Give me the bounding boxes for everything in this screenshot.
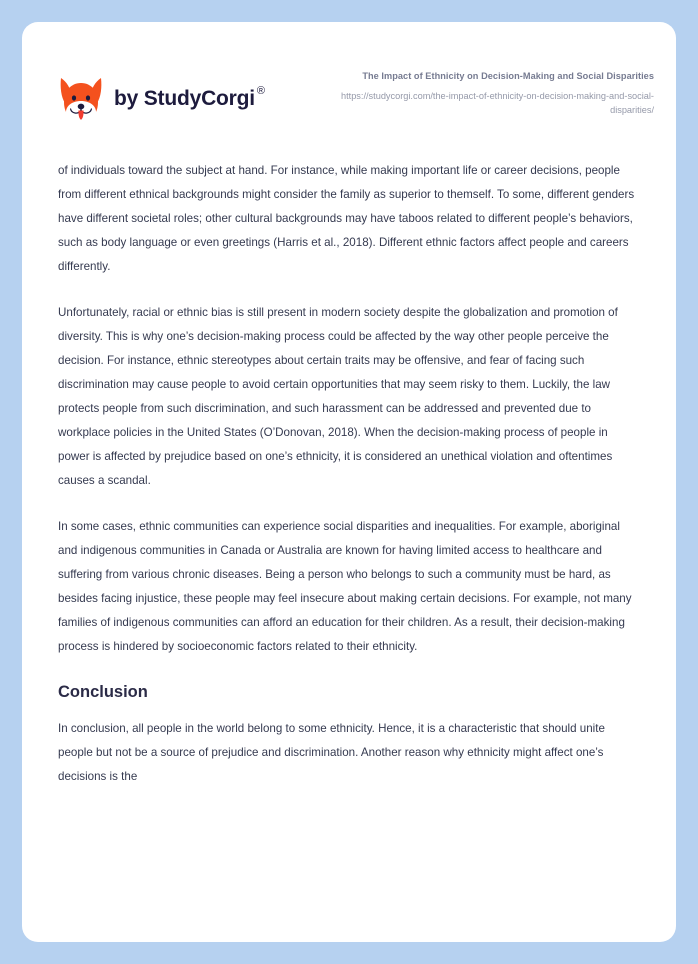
body-paragraph: of individuals toward the subject at hand. For instance, while making important life or career decisions, people from different ethnical backgrounds might consider the family as superior to themself. To some, different genders have different societal roles; other cultural backgrounds may have taboos related to different people’s behaviors, such as body language or even greetings (Harris et al., 2018). Different ethnic factors affect people and careers differently. [58, 164, 635, 273]
document-body [22, 159, 676, 789]
registered-mark-icon: ® [256, 85, 265, 97]
body-paragraph: In some cases, ethnic communities can experience social disparities and inequalities. For example, aboriginal and indigenous communities in Canada or Australia are known for having limited access to healthcare and suffering from various chronic diseases. Being a person who belongs to such a community must be hard, as besides facing injustice, these people may feel insecure about making certain decisions. For example, not many families of indigenous communities can afford an education for their children. As a result, their decision-making process is hindered by socioeconomic factors related to their ethnicity. [58, 520, 632, 653]
section-heading-conclusion: Conclusion [58, 683, 148, 701]
studycorgi-brand [58, 67, 265, 123]
document-meta [309, 67, 654, 117]
conclusion-paragraph: In conclusion, all people in the world belong to some ethnicity. Hence, it is a characteristic that should unite people but not be a source of prejudice and discrimination. Another reason why ethnicity might affect one’s decisions is the [58, 722, 605, 783]
document-header [22, 22, 676, 123]
document-page-card [22, 22, 676, 942]
brand-wordmark [114, 87, 265, 111]
brand-name-text: by StudyCorgi [114, 87, 255, 110]
corgi-head-icon [58, 75, 104, 123]
document-source-url[interactable]: https://studycorgi.com/the-impact-of-ethnicity-on-decision-making-and-social-disparities/ [340, 91, 654, 115]
body-paragraph: Unfortunately, racial or ethnic bias is still present in modern society despite the globalization and promotion of diversity. This is why one’s decision-making process could be affected by the way other people perceive the decision. For instance, ethnic stereotypes about certain traits may be offensive, and fear of facing such discrimination may cause people to avoid certain opportunities that may seem risky to them. Luckily, the law protects people from such discrimination, and such harassment can be addressed and prevented due to workplace policies in the United States (O’Donovan, 2018). When the decision-making process of people in power is affected by prejudice based on one’s ethnicity, it is considered an unethical violation and oftentimes causes a scandal. [58, 306, 618, 487]
document-title: The Impact of Ethnicity on Decision-Making and Social Disparities [362, 71, 654, 81]
